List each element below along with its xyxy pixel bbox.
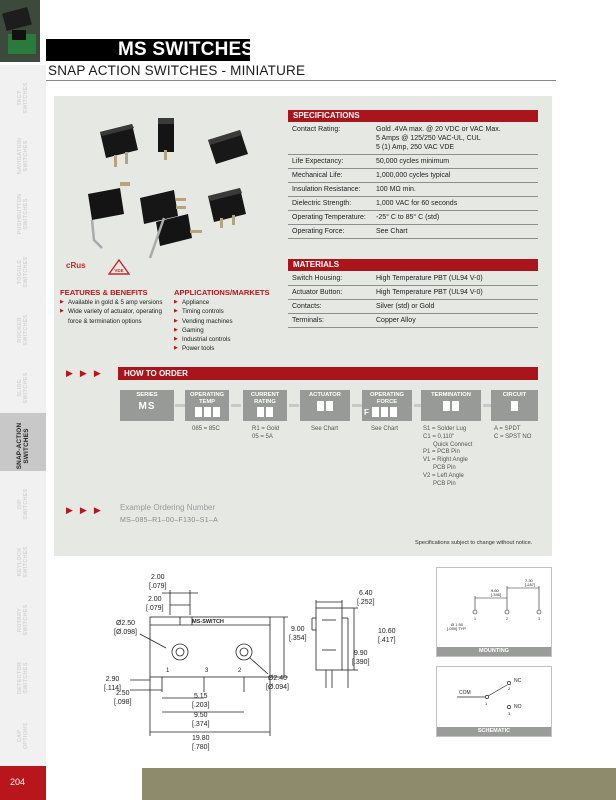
mounting-dim: 7.30 xyxy=(525,578,533,583)
table-row xyxy=(288,155,538,169)
spec-value: 50,000 cycles minimum xyxy=(372,155,538,169)
spec-value: See Chart xyxy=(372,225,538,239)
material-label: Contacts: xyxy=(288,300,372,314)
pin-label: 1 xyxy=(474,617,476,621)
spec-label: Insulation Resistance: xyxy=(288,183,372,197)
brand-label: MS-SWITCH xyxy=(192,619,224,625)
dimension-label: 9.00 [.354] xyxy=(289,626,307,642)
header-divider xyxy=(46,80,556,81)
spec-change-note: Specifications subject to change without notice. xyxy=(415,540,533,546)
mounting-dim: [.059] TYP. xyxy=(447,626,467,631)
sidebar-tab-dip[interactable]: DIP SWITCHES xyxy=(0,471,46,537)
list-item: ▶ Vending machines xyxy=(174,317,274,326)
footer-strip xyxy=(142,768,616,800)
switch-photo xyxy=(158,118,174,160)
switch-photo xyxy=(100,124,138,167)
table-row xyxy=(288,286,538,300)
order-box-label: OPERATING TEMP xyxy=(189,392,225,405)
temp-options: 085 = 85C xyxy=(192,426,220,432)
pin-label: 2 xyxy=(506,617,508,621)
order-box-actuator xyxy=(300,390,350,421)
termination-options: S1 = Solder Lug C1 = 0.110" Quick Connect P1 = PCB Pin V1 = Right Angle PCB Pin V2 = Left Angle PCB Pin xyxy=(423,426,473,487)
page-subtitle: SNAP ACTION SWITCHES - MINIATURE xyxy=(48,63,306,78)
dimension-label: 19.80 [.780] xyxy=(192,735,210,751)
pin-label: 2 xyxy=(238,668,242,674)
spec-label: Operating Temperature: xyxy=(288,211,372,225)
code-slot xyxy=(195,407,202,417)
spec-value: Gold .4VA max. @ 20 VDC or VAC Max. 5 Amps @ 125/250 VAC-UL, CUL 5 (1) Amp, 250 VAC VDE xyxy=(372,123,538,155)
schematic-label: NO xyxy=(514,704,522,710)
sidebar-tab-rocker[interactable]: ROCKER SWITCHES xyxy=(0,297,46,363)
sidebar-tab-pushbutton[interactable]: PUSHBUTTON SWITCHES xyxy=(0,181,46,247)
list-item: ▶ Available in gold & 5 amp versions xyxy=(60,298,172,307)
spec-label: Contact Rating: xyxy=(288,123,372,155)
sidebar-tab-keylock[interactable]: KEYLOCK SWITCHES xyxy=(0,529,46,595)
order-box-temp xyxy=(185,390,229,421)
code-slot xyxy=(443,401,450,411)
mounting-caption: MOUNTING xyxy=(437,647,551,656)
vde-triangle-icon xyxy=(108,259,130,275)
code-slot xyxy=(266,407,273,417)
ul-certification-mark: cRus xyxy=(66,261,86,270)
schematic-label: 3 xyxy=(508,711,511,716)
order-box-force xyxy=(362,390,412,421)
code-slot xyxy=(452,401,459,411)
example-ordering-title: Example Ordering Number xyxy=(120,503,216,512)
order-box-series xyxy=(120,390,174,421)
dimension-label: 9.50 [.374] xyxy=(192,712,210,728)
pin-label: 1 xyxy=(166,668,170,674)
triple-arrow-icon: ▶▶▶ xyxy=(66,505,108,515)
rating-options: R1 = Gold 05 = 5A xyxy=(252,426,280,440)
mounting-dim: [.346] xyxy=(491,592,502,597)
dimension-label: 5.15 [.203] xyxy=(192,693,210,709)
how-to-order-header: HOW TO ORDER xyxy=(118,367,538,380)
spec-value: 1,000 VAC for 60 seconds xyxy=(372,197,538,211)
order-box-label: TERMINATION xyxy=(431,392,471,398)
mounting-dim: Ø 1.50 xyxy=(451,622,464,627)
code-slot xyxy=(372,407,379,417)
table-row xyxy=(288,300,538,314)
table-row xyxy=(288,123,538,155)
sidebar-tab-rotary[interactable]: ROTARY SWITCHES xyxy=(0,587,46,653)
dimension-label: 2.90 [.114] xyxy=(104,676,121,692)
materials-header: MATERIALS xyxy=(288,259,538,271)
specifications-header: SPECIFICATIONS xyxy=(288,110,538,122)
triple-arrow-icon: ▶▶▶ xyxy=(66,368,108,378)
table-row xyxy=(288,197,538,211)
page-number: 204 xyxy=(10,777,26,787)
specifications-table xyxy=(288,123,538,239)
material-value: Copper Alloy xyxy=(372,314,538,328)
order-box-label: CIRCUIT xyxy=(502,392,527,398)
order-box-rating xyxy=(243,390,287,421)
materials-table xyxy=(288,272,538,328)
spec-label: Life Expectancy: xyxy=(288,155,372,169)
features-list xyxy=(60,298,172,326)
sidebar-tab-cap-options[interactable]: CAP OPTIONS xyxy=(0,703,46,769)
sidebar-tab-toggle[interactable]: TOGGLE SWITCHES xyxy=(0,239,46,305)
series-code: MS xyxy=(138,400,156,412)
list-item: ▶ Industrial controls xyxy=(174,335,274,344)
code-slot xyxy=(213,407,220,417)
sidebar-tab-slide[interactable]: SLIDE SWITCHES xyxy=(0,355,46,421)
material-label: Switch Housing: xyxy=(288,272,372,286)
switch-photo xyxy=(208,188,246,228)
table-row xyxy=(288,169,538,183)
pin-label: 3 xyxy=(538,617,540,621)
schematic-caption: SCHEMATIC xyxy=(437,727,551,736)
code-slot xyxy=(381,407,388,417)
switch-photo xyxy=(208,130,248,164)
applications-heading: APPLICATIONS/MARKETS xyxy=(174,288,270,297)
dimension-label: Ø2.40 [Ø.094] xyxy=(266,675,289,691)
dimension-label: 6.40 [.252] xyxy=(357,590,375,606)
dimension-label: 9.90 [.390] xyxy=(352,650,370,666)
schematic-diagram xyxy=(436,666,552,737)
corner-product-image xyxy=(0,0,40,62)
list-item: ▶ Appliance xyxy=(174,298,274,307)
list-item: ▶ Power tools xyxy=(174,344,274,353)
actuator-options: See Chart xyxy=(311,426,339,432)
mounting-diagram xyxy=(436,567,552,657)
list-item: ▶ Timing controls xyxy=(174,307,274,316)
example-ordering-code: MS–085–R1–00–F130–S1–A xyxy=(120,517,219,524)
order-separator xyxy=(175,404,185,407)
sidebar-tab-tact[interactable]: TACT SWITCHES xyxy=(0,65,46,131)
side-view-drawing xyxy=(308,590,398,700)
spec-label: Operating Force: xyxy=(288,225,372,239)
page-title: MS SWITCHES xyxy=(118,39,255,60)
order-separator xyxy=(352,404,362,407)
order-box-label: SERIES xyxy=(136,392,158,398)
spec-label: Mechanical Life: xyxy=(288,169,372,183)
code-slot xyxy=(511,401,518,411)
sidebar-tab-snap-action[interactable]: SNAP-ACTION SWITCHES xyxy=(0,413,46,479)
sidebar-tab-detector[interactable]: DETECTOR SWITCHES xyxy=(0,645,46,711)
schematic-svg xyxy=(437,667,551,727)
schematic-label: NC xyxy=(514,678,522,684)
table-row xyxy=(288,314,538,328)
mounting-dim: [.287] xyxy=(525,582,536,587)
dimension-label: 2.00 [.079] xyxy=(149,574,167,590)
order-box-label: CURRENT RATING xyxy=(250,392,280,405)
spec-value: 1,000,000 cycles typical xyxy=(372,169,538,183)
schematic-label: COM xyxy=(459,690,471,696)
order-box-circuit xyxy=(491,390,538,421)
material-value: Silver (std) or Gold xyxy=(372,300,538,314)
mounting-dim: 9.60 xyxy=(491,588,499,593)
code-slot xyxy=(317,401,324,411)
material-value: High Temperature PBT (UL94 V-0) xyxy=(372,272,538,286)
order-separator xyxy=(289,404,299,407)
circuit-options: A = SPDT C = SPST NO xyxy=(494,426,532,440)
switch-photo xyxy=(88,182,130,248)
force-prefix: F xyxy=(364,407,370,417)
code-slot xyxy=(204,407,211,417)
pin-label: 3 xyxy=(205,668,209,674)
category-sidebar xyxy=(0,65,46,765)
list-item: ▶ Wide variety of actuator, operating force & termination options xyxy=(60,307,172,326)
order-box-label: OPERATING FORCE xyxy=(369,392,405,405)
dimension-label: Ø2.50 [Ø.098] xyxy=(114,620,137,636)
order-separator xyxy=(231,404,241,407)
spec-value: -25° C to 85° C (std) xyxy=(372,211,538,225)
schematic-label: 1 xyxy=(485,701,488,706)
sidebar-tab-navigation[interactable]: NAVIGATION SWITCHES xyxy=(0,123,46,189)
force-options: See Chart xyxy=(371,426,399,432)
material-label: Actuator Button: xyxy=(288,286,372,300)
table-row xyxy=(288,183,538,197)
table-row xyxy=(288,225,538,239)
table-row xyxy=(288,272,538,286)
order-box-label: ACTUATOR xyxy=(309,392,341,398)
dimension-label: 2.00 [.079] xyxy=(146,596,164,612)
spec-value: 100 MΩ min. xyxy=(372,183,538,197)
table-row xyxy=(288,211,538,225)
spec-label: Dielectric Strength: xyxy=(288,197,372,211)
code-slot xyxy=(257,407,264,417)
material-label: Terminals: xyxy=(288,314,372,328)
product-photos xyxy=(80,110,275,260)
vde-mark: VDE xyxy=(114,268,124,273)
code-slot xyxy=(390,407,397,417)
features-heading: FEATURES & BENEFITS xyxy=(60,288,148,297)
dimension-label: 10.60 [.417] xyxy=(378,628,396,644)
list-item: ▶ Gaming xyxy=(174,326,274,335)
applications-list xyxy=(174,298,274,354)
order-box-termination xyxy=(421,390,481,421)
schematic-label: 2 xyxy=(508,686,511,691)
mounting-svg xyxy=(437,568,551,646)
code-slot xyxy=(326,401,333,411)
material-value: High Temperature PBT (UL94 V-0) xyxy=(372,286,538,300)
dimension-label: 2.50 [.098] xyxy=(114,690,132,706)
